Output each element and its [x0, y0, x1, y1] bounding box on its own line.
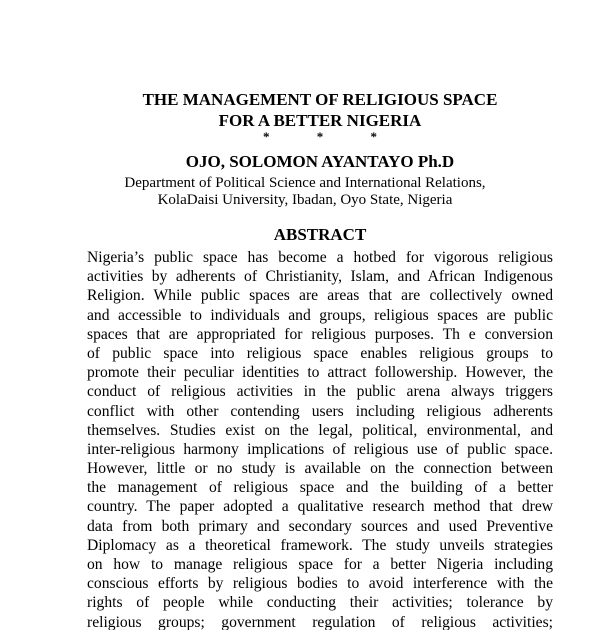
abstract-line: religious groups; government regulation of religious activities; [87, 613, 553, 630]
author-affiliation-line-1: Department of Political Science and International Relations, [124, 175, 486, 191]
title-separator: * * * [263, 129, 377, 144]
abstract-body [87, 248, 553, 630]
abstract-line: on how to manage religious space for a better Nigeria including [87, 556, 553, 573]
abstract-line: promote their peculiar identities to attract followership. However, the [87, 364, 553, 382]
abstract-line: Religion. While public spaces are areas that are collectively owned [87, 287, 553, 305]
abstract-line: spaces that are appropriated for religious purposes. Th e conversion [87, 325, 553, 343]
abstract-line: conflict with other contending users including religious adherents [87, 402, 553, 420]
abstract-line: the management of religious space and the building of a better [87, 479, 553, 497]
abstract-line: rights of people while conducting their activities; tolerance by [87, 594, 553, 612]
abstract-line: data from both primary and secondary sources and used Preventive [87, 517, 553, 535]
abstract-line: conscious efforts by religious bodies to avoid interference with the [87, 575, 553, 593]
paper-title-line-1: THE MANAGEMENT OF RELIGIOUS SPACE [142, 90, 498, 109]
abstract-line: of public space into religious space enables religious groups to [87, 344, 553, 362]
abstract-heading: ABSTRACT [273, 225, 367, 244]
abstract-line: themselves. Studies exist on the legal, political, environmental, and [87, 421, 553, 439]
abstract-line: activities by adherents of Christianity, Islam, and African Indigenous [87, 268, 553, 286]
abstract-line: and accessible to individuals and groups, religious spaces are public [87, 306, 553, 324]
abstract-line: country. The paper adopted a qualitative research method that drew [87, 498, 553, 516]
abstract-line: Diplomacy as a theoretical framework. The study unveils strategies [87, 536, 553, 554]
author-affiliation-line-2: KolaDaisi University, Ibadan, Oyo State, Nigeria [157, 192, 453, 208]
abstract-line: inter-religious harmony implications of religious use of public space. [87, 440, 553, 458]
author-name: OJO, SOLOMON AYANTAYO Ph.D [185, 152, 455, 171]
abstract-line: Nigeria’s public space has become a hotbed for vigorous religious [87, 249, 553, 266]
abstract-line: However, little or no study is available on the connection between [87, 460, 553, 478]
abstract-line: conduct of religious activities in the public arena always triggers [87, 383, 553, 401]
paper-title-line-2: FOR A BETTER NIGERIA [218, 111, 422, 130]
